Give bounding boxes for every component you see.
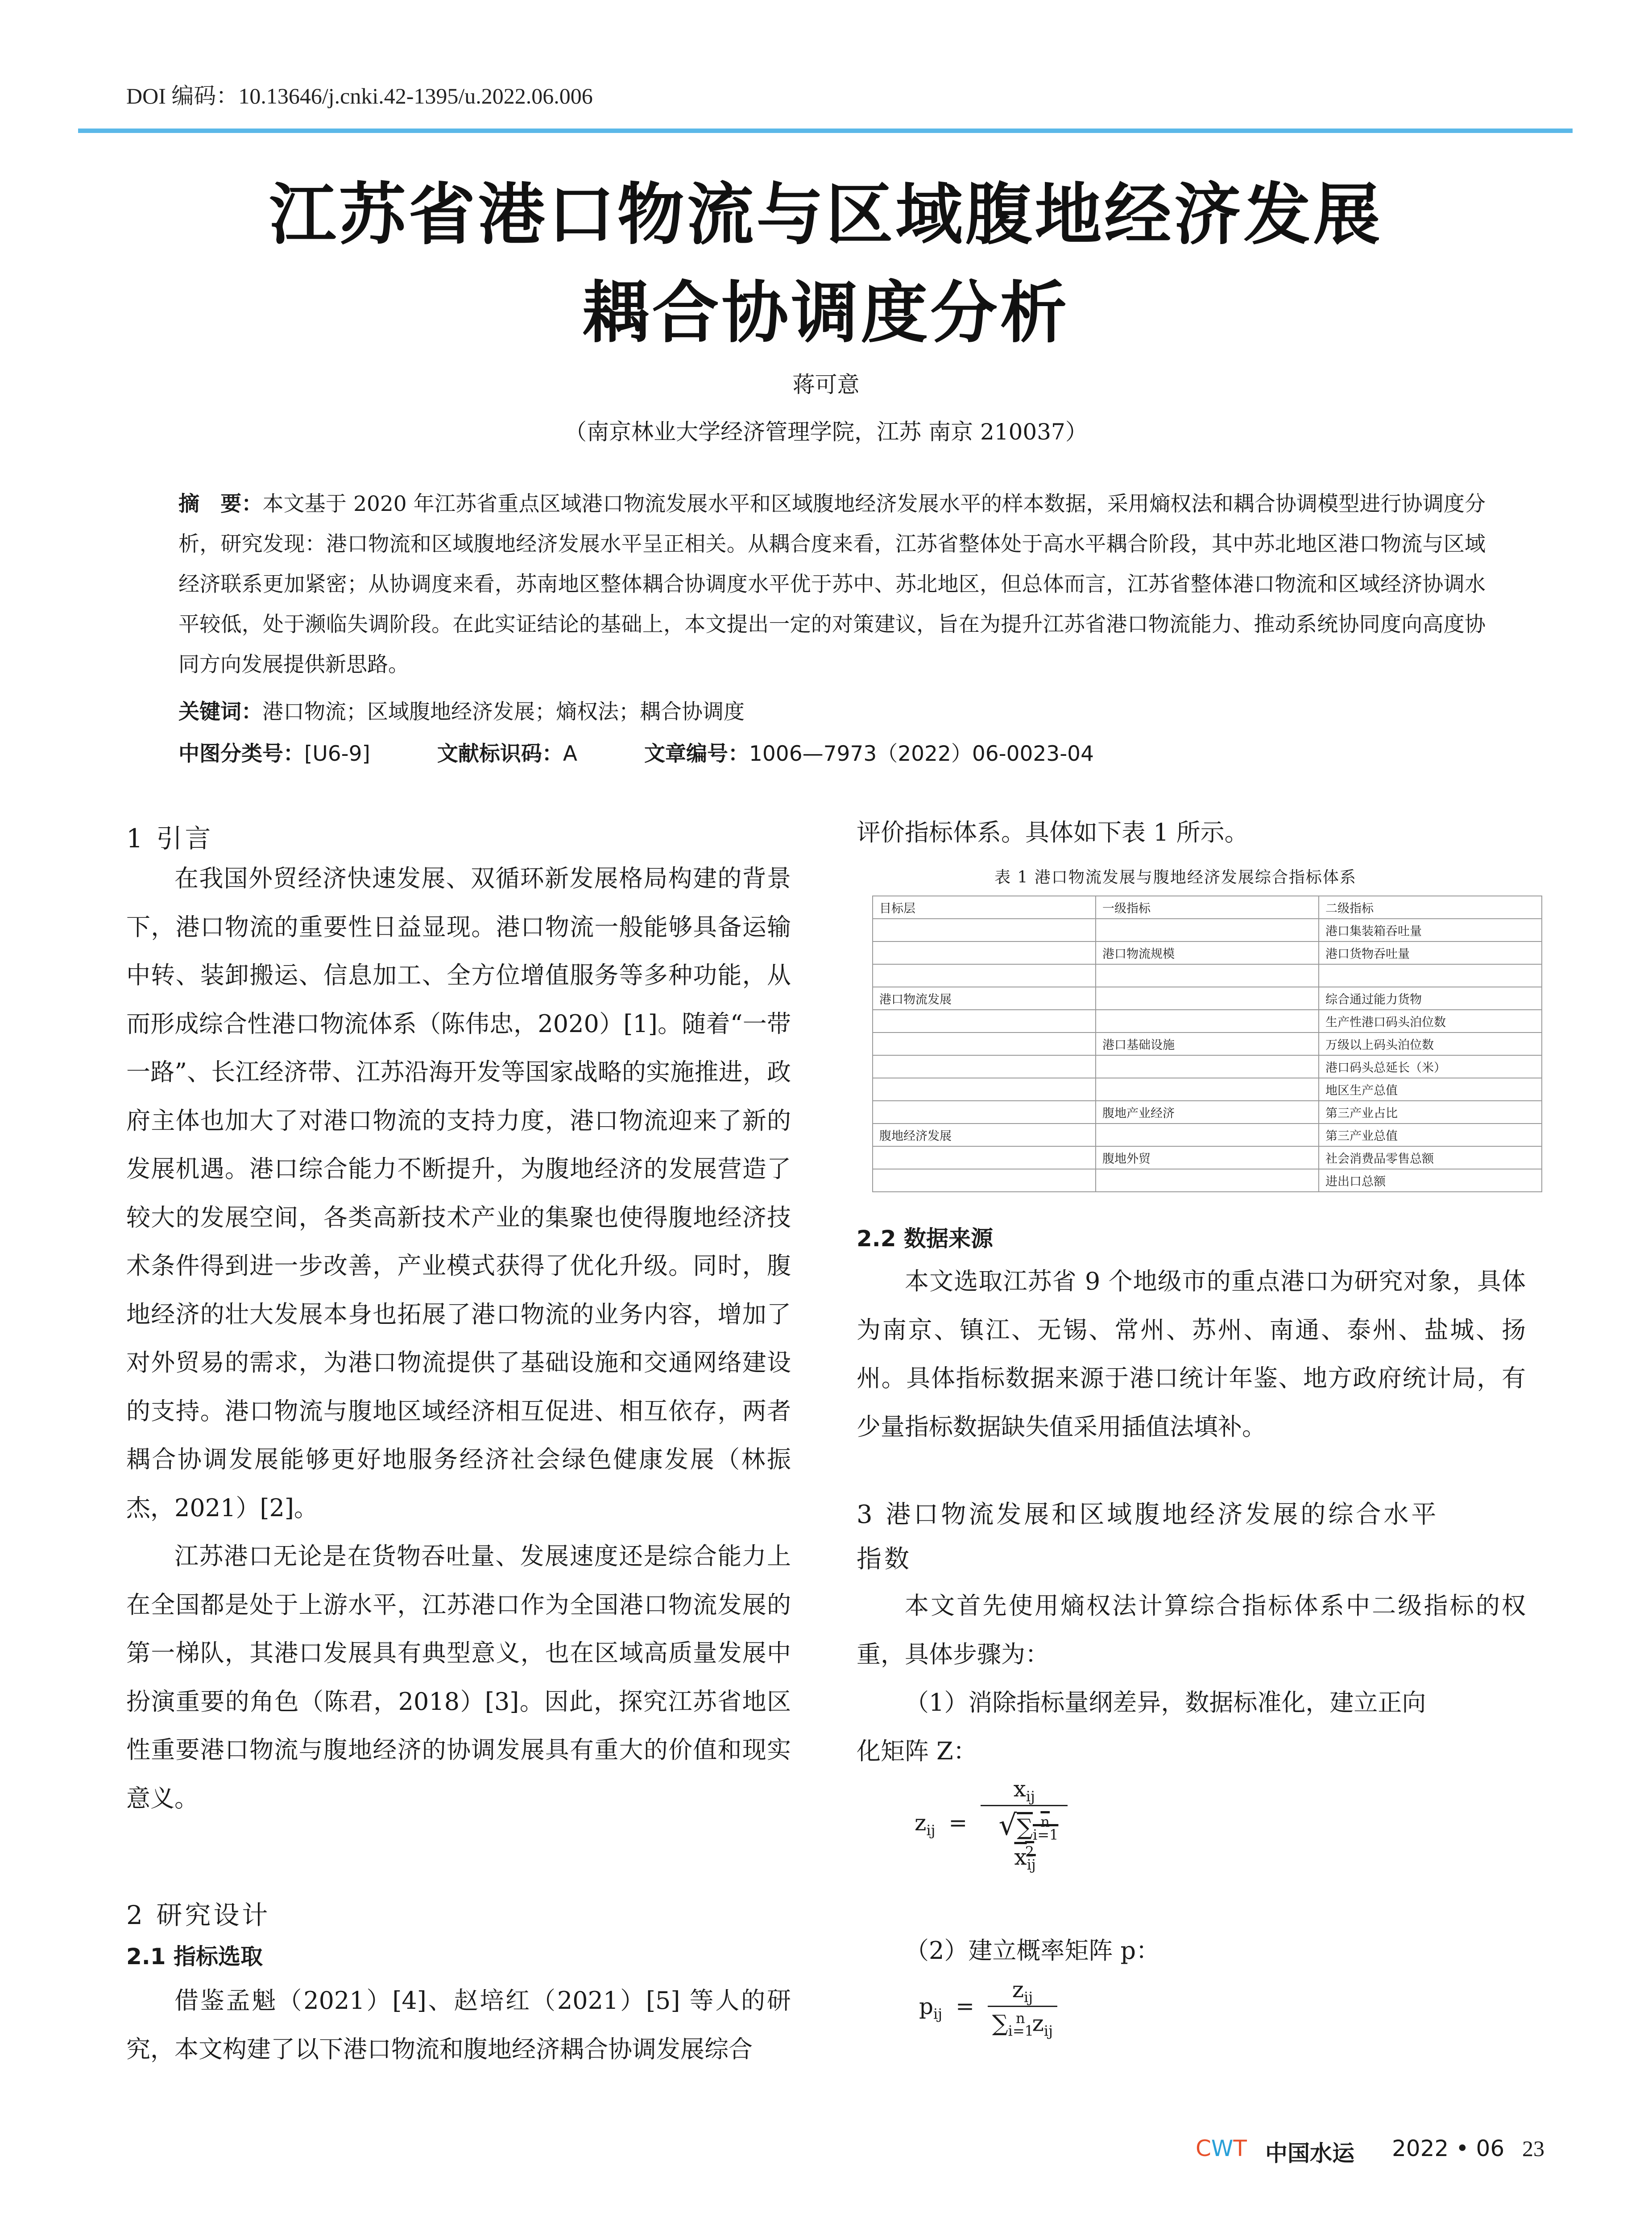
table-row	[873, 1033, 1542, 1055]
step-1-line-b: 化矩阵 Z：	[857, 1737, 977, 1765]
table-cell: 腹地外贸	[1096, 1146, 1319, 1169]
table-cell	[1096, 919, 1319, 941]
table-cell: 综合通过能力货物	[1319, 987, 1542, 1010]
table-cell	[873, 964, 1096, 987]
clc-value: [U6-9]	[304, 742, 370, 766]
table-cell: 社会消费品零售总额	[1319, 1146, 1542, 1169]
table-cell	[873, 1078, 1096, 1101]
formula-2-lhs: p	[919, 1993, 934, 2020]
intro-paragraph-2: 江苏港口无论是在货物吞吐量、发展速度还是综合能力上在全国都是处于上游水平，江苏港口作为全国港口物流发展的第一梯队，其港口发展具有典型意义，也在区域高质量发展中扮演重要的角色（陈君，2018）[3]。因此，探究江苏省地区性重要港口物流与腹地经济的协调发展具有重大的价值和现实意义。	[126, 1542, 791, 1812]
indicator-table-wrap	[872, 896, 1542, 1192]
table-cell: 生产性港口码头泊位数	[1319, 1010, 1542, 1033]
intro-paragraph-1: 在我国外贸经济快速发展、双循环新发展格局构建的背景下，港口物流的重要性日益显现。港口物流一般能够具备运输中转、装卸搬运、信息加工、全方位增值服务等多种功能，从而形成综合性港口物流体系（陈伟忠，2020）[1]。随着“一带一路”、长江经济带、江苏沿海开发等国家战略的实施推进，政府主体也加大了对港口物流的支持力度，港口物流迎来了新的发展机遇。港口综合能力不断提升，为腹地经济的发展营造了较大的发展空间，各类高新技术产业的集聚也使得腹地经济技术条件得到进一步改善，产业模式获得了优化升级。同时，腹地经济的壮大发展本身也拓展了港口物流的业务内容，增加了对外贸易的需求，为港口物流提供了基础设施和交通网络建设的支持。港口物流与腹地区域经济相互促进、相互依存，两者耦合协调发展能够更好地服务经济社会绿色健康发展（林振杰，2021）[2]。	[126, 864, 791, 1522]
table-1-caption: 表 1 港口物流发展与腹地经济发展综合指标体系	[994, 868, 1357, 887]
table-cell: 港口集装箱吞吐量	[1319, 919, 1542, 941]
table-cell	[1096, 987, 1319, 1010]
table-cell	[873, 1146, 1096, 1169]
step-2-line: （2）建立概率矩阵 p：	[905, 1937, 1160, 1965]
section-2-2-body	[857, 1257, 1526, 1451]
table-row	[873, 964, 1542, 987]
table-row	[873, 1169, 1542, 1192]
table-cell	[1319, 964, 1542, 987]
keywords-label: 关键词：	[178, 700, 262, 724]
issue-number: 2022 • 06	[1392, 2136, 1505, 2161]
table-cell	[1096, 1010, 1319, 1033]
table-cell	[873, 1010, 1096, 1033]
table-cell: 第三产业总值	[1319, 1124, 1542, 1146]
formula-1-lhs-sub: ij	[926, 1821, 936, 1839]
formula-probability: $p_{ij}$ = $\frac{z_{ij}}{\sum_{i=1}^n z_{ij}}$	[919, 1977, 1057, 2040]
table-cell: 腹地产业经济	[1096, 1101, 1319, 1124]
abstract-text: 本文基于 2020 年江苏省重点区域港口物流发展水平和区域腹地经济发展水平的样本数据，采用熵权法和耦合协调模型进行协调度分析，研究发现：港口物流和区域腹地经济发展水平呈正相关。从耦合度来看，江苏省整体处于高水平耦合阶段，其中苏北地区港口物流与区域经济联系更加紧密；从协调度来看，苏南地区整体耦合协调度水平优于苏中、苏北地区，但总体而言，江苏省整体港口物流和区域经济协调水平较低，处于濒临失调阶段。在此实证结论的基础上，本文提出一定的对策建议，旨在为提升江苏省港口物流能力、推动系统协同度向高度协同方向发展提供新思路。	[178, 492, 1486, 677]
table-cell	[873, 1055, 1096, 1078]
table-cell: 地区生产总值	[1319, 1078, 1542, 1101]
keywords	[178, 695, 745, 725]
formula-1-fraction: $\frac{x_{ij}}{√\sum_{i=1}^n x_{ij}^2}$	[981, 1776, 1068, 1873]
formula-2-fraction: $\frac{z_{ij}}{\sum_{i=1}^n z_{ij}}$	[988, 1977, 1057, 2040]
table-cell	[873, 919, 1096, 941]
doc-code-value: A	[563, 742, 577, 766]
table-row	[873, 1055, 1542, 1078]
table-row	[873, 1101, 1542, 1124]
table-cell	[873, 1169, 1096, 1192]
section-3-body	[857, 1582, 1526, 1775]
table-cell	[873, 1033, 1096, 1055]
table-cell: 港口码头总延长（米）	[1319, 1055, 1542, 1078]
affiliation: （南京林业大学经济管理学院，江苏 南京 210037）	[564, 419, 1088, 445]
classification	[178, 737, 1094, 767]
clc-label: 中图分类号：	[178, 742, 304, 766]
table-cell	[1096, 1055, 1319, 1078]
table-cell	[1096, 1124, 1319, 1146]
cwt-logo-w: W	[1211, 2136, 1234, 2161]
abstract-label: 摘 要：	[178, 492, 263, 516]
table-cell: 港口货物吞吐量	[1319, 941, 1542, 964]
article-number-value: 1006—7973（2022）06-0023-04	[749, 742, 1094, 766]
cwt-logo-t: T	[1233, 2136, 1247, 2161]
formula-1-numerator: x	[1013, 1776, 1026, 1802]
table-row	[873, 1146, 1542, 1169]
formula-2-lhs-sub: ij	[933, 2005, 943, 2023]
author: 蒋可意	[792, 372, 860, 398]
table-cell: 目标层	[873, 896, 1096, 919]
section-2-heading: 2 研究设计	[126, 1900, 271, 1930]
section-3-heading-line2: 指数	[857, 1545, 912, 1574]
article-number-label: 文章编号：	[644, 742, 749, 766]
formula-1-sum-symbol: ∑	[1017, 1814, 1033, 1840]
table-cell: 港口基础设施	[1096, 1033, 1319, 1055]
abstract	[178, 484, 1486, 685]
table-row	[873, 987, 1542, 1010]
table-cell: 万级以上码头泊位数	[1319, 1033, 1542, 1055]
table-cell: 进出口总额	[1319, 1169, 1542, 1192]
table-cell: 港口物流规模	[1096, 941, 1319, 964]
table-row	[873, 1010, 1542, 1033]
section-2-1-body	[126, 1977, 791, 2073]
table-cell	[873, 1101, 1096, 1124]
table-cell: 港口物流发展	[873, 987, 1096, 1010]
continuation-text: 评价指标体系。具体如下表 1 所示。	[857, 818, 1249, 846]
table-cell	[1096, 964, 1319, 987]
table-row	[873, 1078, 1542, 1101]
step-1-line-a: （1）消除指标量纲差异，数据标准化，建立正向	[905, 1688, 1426, 1717]
table-cell: 二级指标	[1319, 896, 1542, 919]
data-source-paragraph: 本文选取江苏省 9 个地级市的重点港口为研究对象，具体为南京、镇江、无锡、常州、苏州、南通、泰州、盐城、扬州。具体指标数据来源于港口统计年鉴、地方政府统计局，有少量指标数据缺失值采用插值法填补。	[857, 1267, 1526, 1441]
table-cell	[1096, 1169, 1319, 1192]
left-column-body	[126, 854, 791, 1823]
table-row	[873, 941, 1542, 964]
table-row	[873, 1124, 1542, 1146]
formula-1-lhs: z	[915, 1809, 927, 1836]
paper-title-line1: 江苏省港口物流与区域腹地经济发展	[269, 175, 1383, 254]
table-cell: 一级指标	[1096, 896, 1319, 919]
formula-1-numerator-sub: ij	[1026, 1788, 1035, 1805]
journal-name: 中国水运	[1265, 2140, 1354, 2166]
entropy-intro-paragraph: 本文首先使用熵权法计算综合指标体系中二级指标的权重，具体步骤为：	[857, 1592, 1526, 1668]
formula-standardization: $z_{ij}$ = $\frac{x_{ij}}{√\sum_{i=1}^n x_{ij}^2}$	[915, 1776, 1068, 1873]
section-2-1-heading: 2.1 指标选取	[126, 1944, 263, 1970]
section-2-2-heading: 2.2 数据来源	[857, 1226, 993, 1252]
step-2-block	[857, 1927, 1526, 1975]
table-cell	[1096, 1078, 1319, 1101]
indicator-paragraph: 借鉴孟魁（2021）[4]、赵培红（2021）[5] 等人的研究，本文构建了以下港口物流和腹地经济耦合协调发展综合	[126, 1986, 791, 2063]
table-cell	[873, 941, 1096, 964]
table-cell: 第三产业占比	[1319, 1101, 1542, 1124]
cwt-logo-c: C	[1196, 2136, 1211, 2161]
section-3-heading-line1: 3 港口物流发展和区域腹地经济发展的综合水平	[857, 1500, 1439, 1529]
right-column-continuation	[857, 809, 1526, 857]
paper-title-line2: 耦合协调度分析	[582, 274, 1070, 352]
cwt-logo	[1196, 2136, 1247, 2161]
table-cell: 腹地经济发展	[873, 1124, 1096, 1146]
keywords-text: 港口物流；区域腹地经济发展；熵权法；耦合协调度	[262, 700, 745, 724]
doc-code-label: 文献标识码：	[437, 742, 563, 766]
table-header-row	[873, 896, 1542, 919]
header-rule	[78, 129, 1573, 133]
table-row	[873, 919, 1542, 941]
indicator-table	[872, 896, 1542, 1192]
doi-line: DOI 编码：10.13646/j.cnki.42-1395/u.2022.06.006	[126, 83, 593, 108]
page-number: 23	[1522, 2136, 1544, 2161]
section-1-heading: 1 引言	[126, 823, 214, 854]
